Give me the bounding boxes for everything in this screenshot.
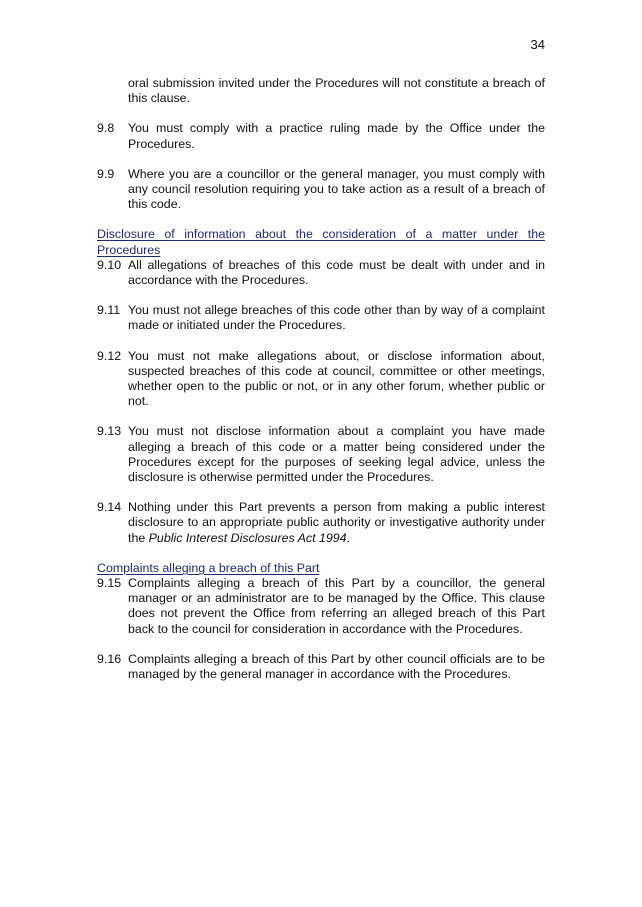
continued-paragraph (97, 76, 545, 106)
clause-text-part: . (346, 530, 351, 545)
clause-number: 9.13 (97, 424, 122, 439)
clause-text: You must not disclose information about a complaint you have made alleging a breach of this code or a matter being considered under the Procedures except for the purposes of seeking legal advice, unless the disclosure is otherwise permitted under the Procedures. (128, 424, 545, 485)
clause-9-16 (97, 652, 545, 682)
clause-text: Complaints alleging a breach of this Part by a councillor, the general manager or an administrator are to be managed by the Office. This clause does not prevent the Office from referring an alleged breach of this Part back to the council for consideration in accordance with the Procedures. (128, 576, 545, 636)
clause-text (128, 500, 545, 546)
clause-9-10 (97, 258, 545, 288)
clause-number: 9.15 (97, 576, 122, 591)
clause-9-12 (97, 349, 545, 410)
clause-9-15 (97, 576, 545, 637)
clause-9-13 (97, 424, 545, 485)
clause-9-8 (97, 121, 545, 151)
clause-text: You must not make allegations about, or disclose information about, suspected breaches of this code at council, committee or other meetings, whether open to the public or not, or in any other forum, whether public or not. (128, 348, 545, 409)
clause-text: All allegations of breaches of this code must be dealt with under and in accordance with the Procedures. (128, 257, 545, 288)
clause-text: You must comply with a practice ruling made by the Office under the Procedures. (128, 121, 545, 151)
clause-number: 9.16 (97, 651, 122, 666)
clause-number: 9.11 (97, 303, 121, 318)
clause-text: You must not allege breaches of this code other than by way of a complaint made or initiated under the Procedures. (128, 303, 545, 333)
act-title: Public Interest Disclosures Act 1994 (148, 530, 347, 545)
clause-9-11 (97, 303, 545, 333)
paragraph-text: oral submission invited under the Procedures will not constitute a breach of this clause. (128, 76, 545, 106)
document-body (97, 76, 545, 697)
section-heading-disclosure: Disclosure of information about the consideration of a matter under the Procedures (97, 227, 545, 257)
clause-number: 9.12 (97, 348, 122, 363)
section-heading-complaints: Complaints alleging a breach of this Part (97, 560, 320, 575)
clause-9-9 (97, 167, 545, 213)
clause-text: Where you are a councillor or the general manager, you must comply with any council resolution requiring you to take action as a result of a breach of this code. (128, 166, 545, 212)
page-number: 34 (530, 37, 545, 52)
clause-9-14 (97, 500, 545, 546)
clause-number: 9.10 (97, 257, 122, 272)
clause-number: 9.8 (97, 121, 115, 136)
clause-number: 9.9 (97, 166, 115, 181)
clause-text: Complaints alleging a breach of this Part by other council officials are to be managed by the general manager in accordance with the Procedures. (128, 651, 545, 682)
clause-number: 9.14 (97, 500, 122, 515)
clause-text-part: Nothing under this Part prevents a person from making a public interest disclosure to an appropriate public authority or investigative authority under the (128, 500, 545, 545)
